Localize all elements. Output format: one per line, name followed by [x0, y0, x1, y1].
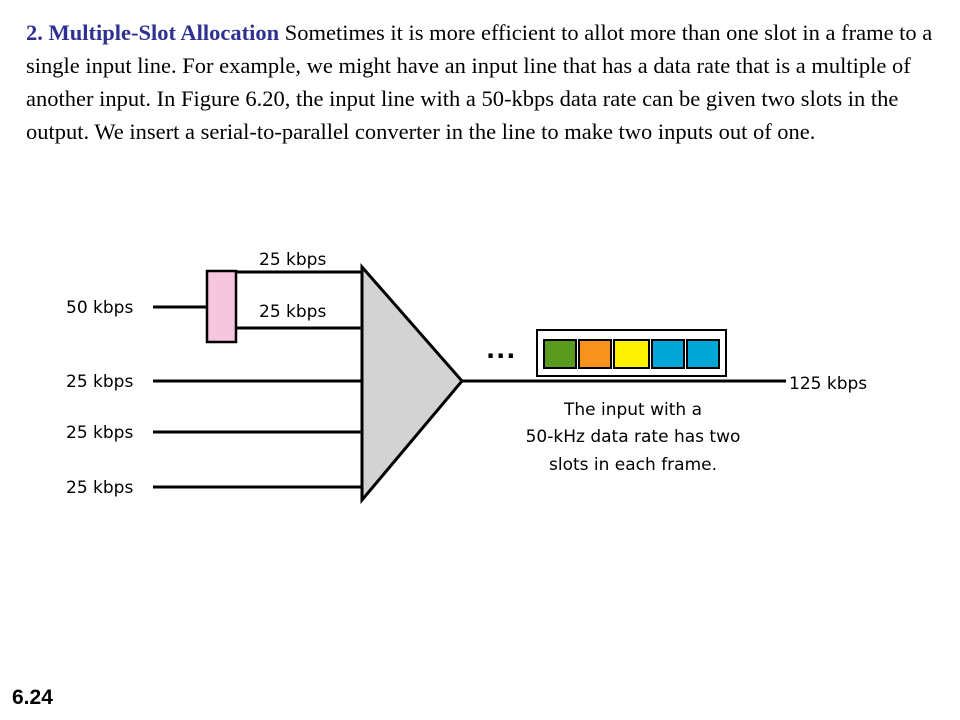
frame-ellipsis: ... — [486, 336, 517, 364]
frame-slot-2 — [579, 340, 611, 368]
input-label-3: 25 kbps — [66, 478, 134, 498]
paragraph-heading: 2. Multiple-Slot Allocation — [26, 20, 280, 45]
caption-line-2: 50-kHz data rate has two — [525, 427, 741, 447]
input-label-1: 25 kbps — [66, 372, 134, 392]
frame-slot-5 — [687, 340, 719, 368]
serial-to-parallel-converter — [207, 271, 236, 342]
paragraph-body: Sometimes it is more efficient to allot more than one slot in a frame to a single input line. For example, we might have an input line that has a data rate that is a multiple of another input. In Figure 6.20, the input line with a 50-kbps data rate can be given two slots in the output. We insert a serial-to-parallel converter in the line to make two inputs out of one. — [26, 20, 933, 144]
split-output-label-2: 25 kbps — [259, 302, 327, 322]
multiplexer-triangle — [362, 267, 462, 500]
frame-slot-1 — [544, 340, 576, 368]
frame-slot-3 — [614, 340, 649, 368]
split-input-label: 50 kbps — [66, 298, 134, 318]
split-output-label-1: 25 kbps — [259, 250, 327, 270]
output-label: 125 kbps — [789, 374, 868, 394]
page-number: 6.24 — [12, 686, 53, 709]
frame-slot-4 — [652, 340, 684, 368]
caption-line-3: slots in each frame. — [548, 455, 718, 475]
input-label-2: 25 kbps — [66, 423, 134, 443]
caption-line-1: The input with a — [563, 400, 703, 420]
